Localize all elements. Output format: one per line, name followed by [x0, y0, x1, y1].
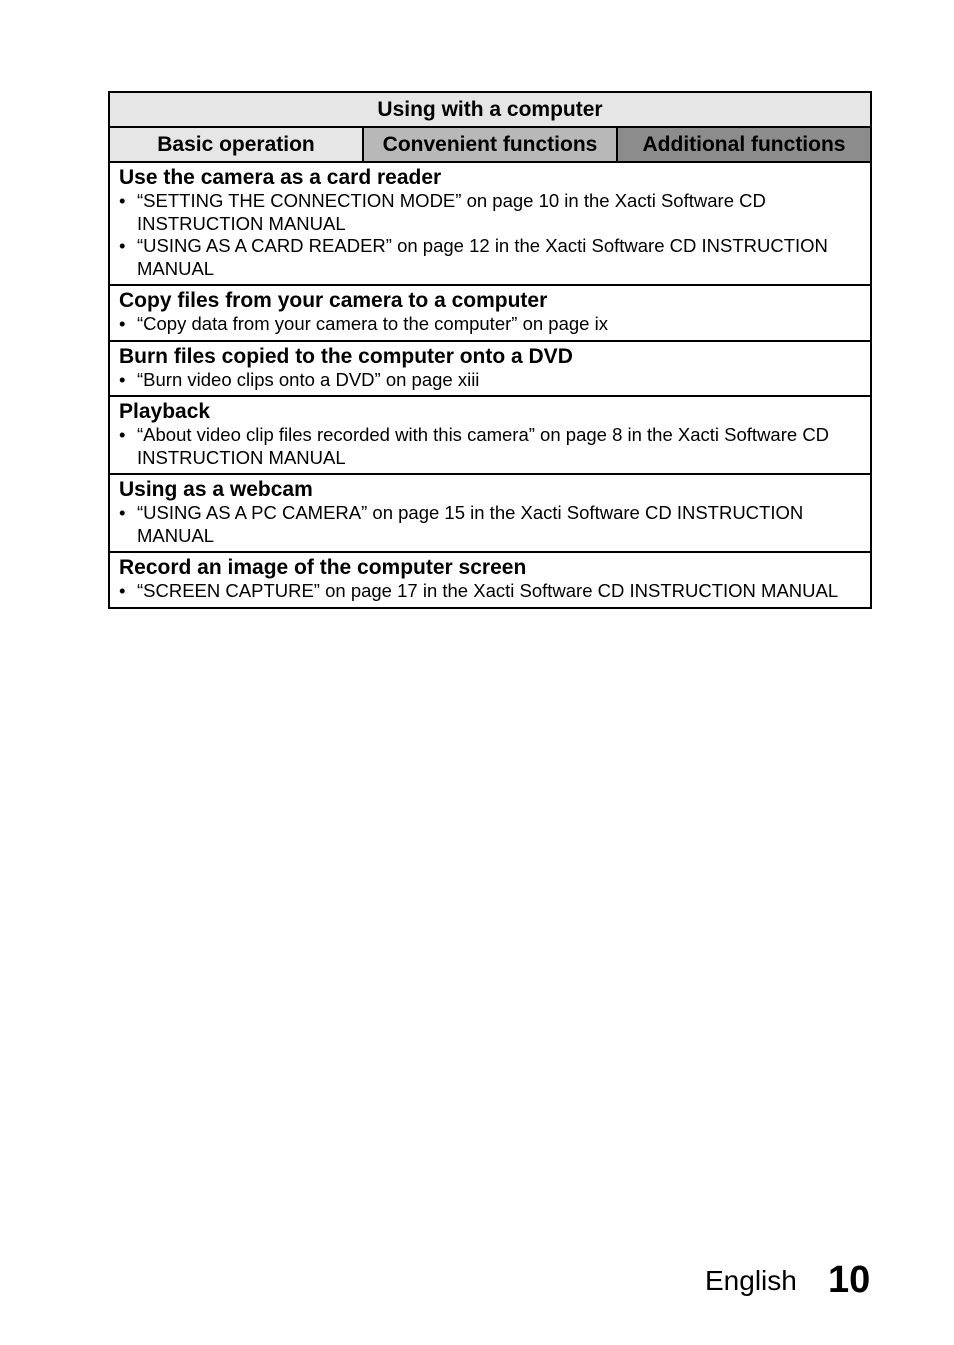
reference-item	[119, 313, 862, 336]
reference-list	[119, 369, 862, 392]
reference-item	[119, 369, 862, 392]
bullet-icon: •	[119, 235, 126, 256]
instruction-table	[108, 91, 872, 609]
section-title: Using as a webcam	[119, 478, 313, 501]
reference-list	[119, 424, 862, 469]
bullet-icon: •	[119, 368, 126, 390]
bullet-icon: •	[119, 190, 126, 211]
table-title: Using with a computer	[110, 93, 870, 128]
bullet-icon: •	[119, 580, 126, 601]
section-title: Playback	[119, 400, 211, 423]
function-tabs	[110, 128, 870, 163]
reference-text: “Burn video clips onto a DVD” on page xiii	[137, 368, 480, 390]
reference-text: “USING AS A CARD READER” on page 12 in the Xacti Software CD INSTRUCTION MANUAL	[137, 235, 828, 279]
tab-basic-operation: Basic operation	[110, 128, 364, 161]
reference-text: “SCREEN CAPTURE” on page 17 in the Xacti Software CD INSTRUCTION MANUAL	[137, 580, 839, 601]
reference-item	[119, 580, 862, 603]
reference-text: “About video clip files recorded with this camera” on page 8 in the Xacti Software CD INSTRUCTION MANUAL	[137, 424, 830, 468]
tab-convenient-functions: Convenient functions	[364, 128, 618, 161]
section-playback	[110, 397, 870, 475]
reference-item	[119, 235, 862, 280]
bullet-icon: •	[119, 424, 126, 445]
section-card-reader	[110, 163, 870, 286]
reference-text: “Copy data from your camera to the computer” on page ix	[137, 313, 608, 334]
section-webcam	[110, 475, 870, 553]
section-burn-dvd	[110, 342, 870, 398]
reference-item	[119, 424, 862, 469]
section-title: Burn files copied to the computer onto a DVD	[119, 344, 573, 368]
reference-text: “USING AS A PC CAMERA” on page 15 in the Xacti Software CD INSTRUCTION MANUAL	[137, 502, 804, 546]
tab-additional-functions: Additional functions	[618, 128, 870, 161]
bullet-icon: •	[119, 313, 126, 334]
section-title: Use the camera as a card reader	[119, 166, 442, 189]
bullet-icon: •	[119, 502, 126, 523]
section-title: Record an image of the computer screen	[119, 556, 527, 579]
section-title: Copy files from your camera to a computer	[119, 289, 548, 312]
reference-list	[119, 190, 862, 280]
reference-text: “SETTING THE CONNECTION MODE” on page 10 in the Xacti Software CD INSTRUCTION MANUAL	[137, 190, 766, 234]
reference-item	[119, 502, 862, 547]
section-screen-capture	[110, 553, 870, 607]
section-copy-files	[110, 286, 870, 342]
reference-item	[119, 190, 862, 235]
reference-list	[119, 313, 862, 336]
footer-language: English	[705, 1265, 797, 1296]
page-number: 10	[828, 1259, 871, 1301]
reference-list	[119, 502, 862, 547]
reference-list	[119, 580, 862, 603]
